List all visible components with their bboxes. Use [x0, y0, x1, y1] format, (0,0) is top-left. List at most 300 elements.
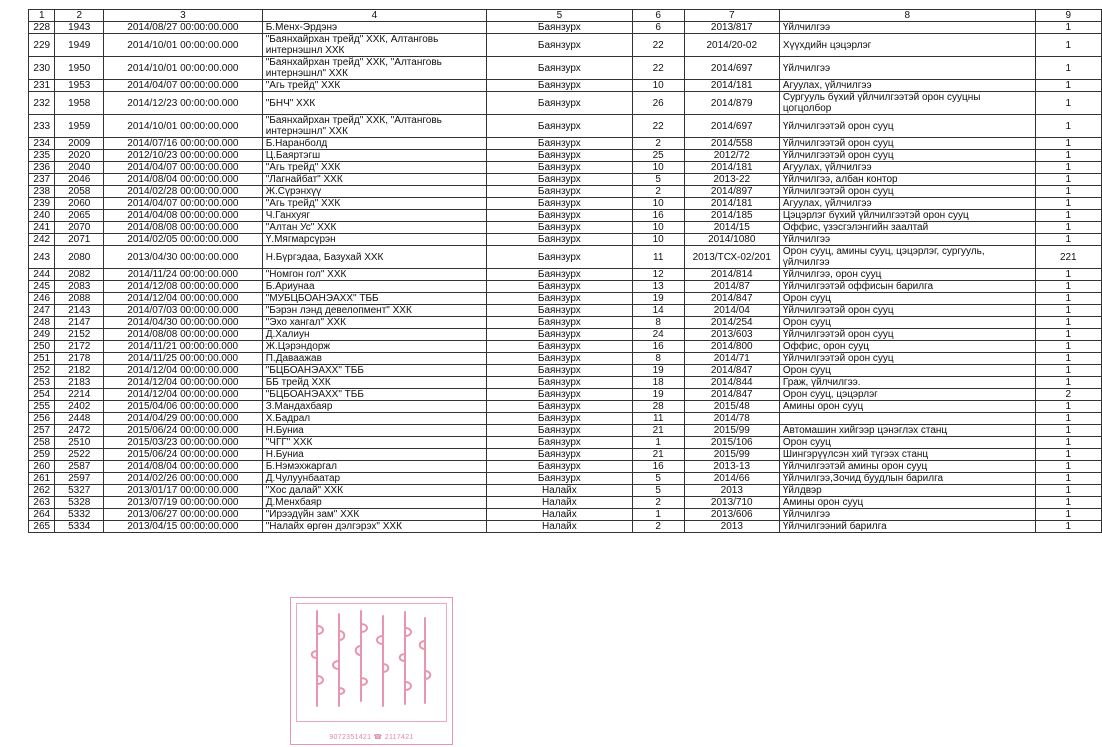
table-cell-col-8: Агуулах, үйлчилгээ: [779, 80, 1035, 92]
table-cell-col-3: 2014/10/01 00:00:00.000: [104, 34, 263, 57]
table-cell-col-6: 22: [632, 115, 684, 138]
table-row: [29, 425, 1102, 437]
table-cell-col-4: "Баянхайрхан трейд" ХХК, "Алтанговь интернэшнл" ХХК: [262, 57, 486, 80]
table-cell-col-6: 19: [632, 365, 684, 377]
table-cell-col-4: "Налайх өргөн дэлгэрэх" ХХК: [262, 521, 486, 533]
table-row: [29, 138, 1102, 150]
table-cell-col-1: 254: [29, 389, 55, 401]
column-header-8: 8: [779, 10, 1035, 22]
table-cell-col-5: Баянзурх: [486, 198, 632, 210]
table-cell-col-6: 26: [632, 92, 684, 115]
table-cell-col-3: 2014/04/30 00:00:00.000: [104, 317, 263, 329]
table-cell-col-4: Н.Бүргэдаа, Базухай ХХК: [262, 246, 486, 269]
table-cell-col-6: 12: [632, 269, 684, 281]
table-cell-col-5: Баянзурх: [486, 437, 632, 449]
table-cell-col-5: Баянзурх: [486, 293, 632, 305]
table-row: [29, 437, 1102, 449]
table-cell-col-3: 2014/08/08 00:00:00.000: [104, 222, 263, 234]
table-cell-col-1: 240: [29, 210, 55, 222]
table-cell-col-9: 1: [1035, 473, 1101, 485]
table-cell-col-3: 2013/06/27 00:00:00.000: [104, 509, 263, 521]
table-cell-col-7: 2013/817: [684, 22, 779, 34]
table-cell-col-1: 260: [29, 461, 55, 473]
table-cell-col-8: Автомашин хийгээр цэнэглэх станц: [779, 425, 1035, 437]
table-cell-col-3: 2014/12/04 00:00:00.000: [104, 389, 263, 401]
table-cell-col-4: Б.Наранболд: [262, 138, 486, 150]
table-row: [29, 22, 1102, 34]
table-cell-col-5: Налайх: [486, 509, 632, 521]
table-cell-col-9: 1: [1035, 92, 1101, 115]
table-cell-col-6: 11: [632, 413, 684, 425]
table-cell-col-5: Баянзурх: [486, 174, 632, 186]
table-cell-col-4: "ЧГГ" ХХК: [262, 437, 486, 449]
table-cell-col-5: Баянзурх: [486, 413, 632, 425]
table-cell-col-8: Орон сууц: [779, 317, 1035, 329]
table-cell-col-8: Агуулах, үйлчилгээ: [779, 198, 1035, 210]
table-cell-col-3: 2014/08/04 00:00:00.000: [104, 461, 263, 473]
table-cell-col-3: 2014/07/03 00:00:00.000: [104, 305, 263, 317]
table-row: [29, 92, 1102, 115]
table-cell-col-9: 1: [1035, 22, 1101, 34]
table-cell-col-1: 230: [29, 57, 55, 80]
table-cell-col-4: Ж.Цэрэндорж: [262, 341, 486, 353]
table-cell-col-5: Баянзурх: [486, 473, 632, 485]
table-cell-col-3: 2014/08/27 00:00:00.000: [104, 22, 263, 34]
table-cell-col-5: Баянзурх: [486, 425, 632, 437]
table-cell-col-1: 247: [29, 305, 55, 317]
table-cell-col-1: 234: [29, 138, 55, 150]
table-cell-col-7: 2013-22: [684, 174, 779, 186]
table-body: [29, 22, 1102, 533]
table-cell-col-3: 2014/02/26 00:00:00.000: [104, 473, 263, 485]
table-cell-col-3: 2014/02/28 00:00:00.000: [104, 186, 263, 198]
table-row: [29, 377, 1102, 389]
table-row: [29, 57, 1102, 80]
table-cell-col-8: Орон сууц: [779, 293, 1035, 305]
table-cell-col-3: 2014/12/08 00:00:00.000: [104, 281, 263, 293]
stamp-number: 9072351421 ☎ 2117421: [329, 734, 414, 741]
table-cell-col-7: 2014/185: [684, 210, 779, 222]
table-cell-col-7: 2014/181: [684, 80, 779, 92]
table-cell-col-9: 1: [1035, 138, 1101, 150]
table-cell-col-5: Баянзурх: [486, 222, 632, 234]
table-cell-col-9: 1: [1035, 293, 1101, 305]
table-row: [29, 473, 1102, 485]
column-header-6: 6: [632, 10, 684, 22]
table-cell-col-9: 1: [1035, 377, 1101, 389]
table-cell-col-5: Баянзурх: [486, 210, 632, 222]
table-cell-col-1: 251: [29, 353, 55, 365]
table-cell-col-5: Баянзурх: [486, 115, 632, 138]
table-cell-col-4: Б.Ариунаа: [262, 281, 486, 293]
table-cell-col-7: 2012/72: [684, 150, 779, 162]
table-cell-col-7: 2014/181: [684, 198, 779, 210]
table-cell-col-8: Үйлчилгээтэй орон сууц: [779, 353, 1035, 365]
table-cell-col-7: 2013/603: [684, 329, 779, 341]
table-cell-col-4: "Агь трейд" ХХК: [262, 80, 486, 92]
table-cell-col-7: 2013-13: [684, 461, 779, 473]
table-cell-col-3: 2014/10/01 00:00:00.000: [104, 57, 263, 80]
table-cell-col-4: "МУБЦБОАНЭАХХ" ТББ: [262, 293, 486, 305]
table-cell-col-1: 236: [29, 162, 55, 174]
table-cell-col-7: 2015/48: [684, 401, 779, 413]
table-cell-col-8: Цэцэрлэг бүхий үйлчилгээтэй орон сууц: [779, 210, 1035, 222]
table-cell-col-9: 1: [1035, 198, 1101, 210]
table-cell-col-2: 2522: [55, 449, 104, 461]
table-cell-col-2: 2058: [55, 186, 104, 198]
table-cell-col-6: 25: [632, 150, 684, 162]
table-cell-col-3: 2015/06/24 00:00:00.000: [104, 449, 263, 461]
column-header-4: 4: [262, 10, 486, 22]
table-cell-col-8: Үйлчилгээ: [779, 509, 1035, 521]
table-cell-col-6: 5: [632, 174, 684, 186]
table-cell-col-4: Ч.Ганхуяг: [262, 210, 486, 222]
table-cell-col-7: 2014/847: [684, 389, 779, 401]
header-row: [29, 10, 1102, 22]
registry-table-sheet: [28, 9, 1102, 533]
table-cell-col-6: 8: [632, 317, 684, 329]
table-row: [29, 34, 1102, 57]
table-cell-col-5: Налайх: [486, 485, 632, 497]
table-cell-col-1: 259: [29, 449, 55, 461]
table-cell-col-7: 2014/20-02: [684, 34, 779, 57]
table-cell-col-6: 10: [632, 222, 684, 234]
table-cell-col-9: 1: [1035, 353, 1101, 365]
table-cell-col-2: 2040: [55, 162, 104, 174]
table-cell-col-8: Агуулах, үйлчилгээ: [779, 162, 1035, 174]
table-cell-col-2: 2214: [55, 389, 104, 401]
table-cell-col-8: Үйлчилгээтэй орон сууц: [779, 305, 1035, 317]
table-cell-col-6: 8: [632, 353, 684, 365]
table-cell-col-7: 2014/66: [684, 473, 779, 485]
table-cell-col-9: 1: [1035, 57, 1101, 80]
table-cell-col-7: 2014/87: [684, 281, 779, 293]
table-cell-col-8: Орон сууц, амины сууц, цэцэрлэг, сургууль, үйлчилгээ: [779, 246, 1035, 269]
table-row: [29, 174, 1102, 186]
table-cell-col-3: 2014/02/05 00:00:00.000: [104, 234, 263, 246]
table-cell-col-3: 2015/04/06 00:00:00.000: [104, 401, 263, 413]
table-cell-col-4: "БНЧ" ХХК: [262, 92, 486, 115]
table-cell-col-5: Баянзурх: [486, 162, 632, 174]
table-cell-col-1: 253: [29, 377, 55, 389]
table-cell-col-6: 2: [632, 186, 684, 198]
table-cell-col-9: 221: [1035, 246, 1101, 269]
table-cell-col-1: 250: [29, 341, 55, 353]
table-cell-col-7: 2015/99: [684, 425, 779, 437]
table-cell-col-6: 10: [632, 162, 684, 174]
table-cell-col-3: 2014/11/21 00:00:00.000: [104, 341, 263, 353]
table-cell-col-6: 21: [632, 449, 684, 461]
table-cell-col-8: Үйлчилгээтэй орон сууц: [779, 115, 1035, 138]
table-cell-col-6: 11: [632, 246, 684, 269]
table-cell-col-3: 2014/12/04 00:00:00.000: [104, 293, 263, 305]
table-cell-col-4: "Бэрэн лэнд девелопмент" ХХК: [262, 305, 486, 317]
table-cell-col-4: "Баянхайрхан трейд" ХХК, Алтанговь интернэшнл ХХК: [262, 34, 486, 57]
table-cell-col-9: 1: [1035, 174, 1101, 186]
table-cell-col-2: 2147: [55, 317, 104, 329]
table-cell-col-6: 22: [632, 57, 684, 80]
table-cell-col-5: Баянзурх: [486, 365, 632, 377]
table-cell-col-6: 5: [632, 485, 684, 497]
table-cell-col-5: Баянзурх: [486, 281, 632, 293]
table-cell-col-7: 2014/847: [684, 293, 779, 305]
table-cell-col-8: Орон сууц: [779, 365, 1035, 377]
table-cell-col-3: 2012/10/23 00:00:00.000: [104, 150, 263, 162]
table-row: [29, 317, 1102, 329]
table-cell-col-4: "Лагнайбат" ХХК: [262, 174, 486, 186]
table-cell-col-2: 2402: [55, 401, 104, 413]
table-cell-col-9: 1: [1035, 305, 1101, 317]
table-cell-col-6: 2: [632, 521, 684, 533]
table-cell-col-8: Шингэрүүлсэн хий түгээх станц: [779, 449, 1035, 461]
table-cell-col-6: 5: [632, 473, 684, 485]
table-cell-col-3: 2014/12/04 00:00:00.000: [104, 377, 263, 389]
table-cell-col-6: 16: [632, 210, 684, 222]
table-row: [29, 115, 1102, 138]
table-cell-col-8: Үйлчилгээтэй орон сууц: [779, 138, 1035, 150]
table-cell-col-7: 2014/697: [684, 57, 779, 80]
table-cell-col-2: 1958: [55, 92, 104, 115]
table-cell-col-4: Д.Менхбаяр: [262, 497, 486, 509]
table-cell-col-5: Баянзурх: [486, 353, 632, 365]
table-cell-col-4: Б.Нэмэхжаргал: [262, 461, 486, 473]
table-cell-col-4: "Агь трейд" ХХК: [262, 162, 486, 174]
table-cell-col-9: 1: [1035, 509, 1101, 521]
table-cell-col-6: 21: [632, 425, 684, 437]
table-cell-col-5: Баянзурх: [486, 269, 632, 281]
column-header-7: 7: [684, 10, 779, 22]
table-cell-col-6: 16: [632, 341, 684, 353]
table-cell-col-1: 256: [29, 413, 55, 425]
table-cell-col-7: 2013/ТСХ-02/201: [684, 246, 779, 269]
table-cell-col-5: Баянзурх: [486, 138, 632, 150]
table-cell-col-8: Хүүхдийн цэцэрлэг: [779, 34, 1035, 57]
table-cell-col-9: 1: [1035, 269, 1101, 281]
table-cell-col-8: [779, 413, 1035, 425]
table-cell-col-1: 244: [29, 269, 55, 281]
table-cell-col-9: 1: [1035, 234, 1101, 246]
table-cell-col-2: 2143: [55, 305, 104, 317]
table-cell-col-3: 2014/11/24 00:00:00.000: [104, 269, 263, 281]
table-cell-col-5: Баянзурх: [486, 329, 632, 341]
table-cell-col-3: 2014/08/04 00:00:00.000: [104, 174, 263, 186]
table-cell-col-3: 2015/06/24 00:00:00.000: [104, 425, 263, 437]
table-cell-col-9: 1: [1035, 210, 1101, 222]
table-row: [29, 497, 1102, 509]
table-cell-col-6: 22: [632, 34, 684, 57]
table-cell-col-8: Амины орон сууц: [779, 497, 1035, 509]
table-cell-col-9: 1: [1035, 425, 1101, 437]
table-row: [29, 449, 1102, 461]
table-cell-col-6: 19: [632, 389, 684, 401]
table-cell-col-2: 1949: [55, 34, 104, 57]
column-header-2: 2: [55, 10, 104, 22]
table-row: [29, 485, 1102, 497]
table-cell-col-4: "Номгон гол" ХХК: [262, 269, 486, 281]
table-row: [29, 210, 1102, 222]
table-cell-col-8: Үйлчилгээ: [779, 57, 1035, 80]
table-cell-col-8: Үйлчилгээ, орон сууц: [779, 269, 1035, 281]
table-cell-col-7: 2015/106: [684, 437, 779, 449]
table-cell-col-5: Налайх: [486, 521, 632, 533]
table-cell-col-2: 1953: [55, 80, 104, 92]
table-cell-col-7: 2014/800: [684, 341, 779, 353]
table-row: [29, 353, 1102, 365]
table-row: [29, 80, 1102, 92]
table-row: [29, 521, 1102, 533]
table-row: [29, 198, 1102, 210]
table-cell-col-9: 2: [1035, 389, 1101, 401]
table-cell-col-9: 1: [1035, 162, 1101, 174]
table-cell-col-1: 265: [29, 521, 55, 533]
table-cell-col-3: 2014/12/23 00:00:00.000: [104, 92, 263, 115]
table-cell-col-3: 2014/08/08 00:00:00.000: [104, 329, 263, 341]
table-cell-col-9: 1: [1035, 281, 1101, 293]
table-cell-col-3: 2013/04/15 00:00:00.000: [104, 521, 263, 533]
table-cell-col-4: Д.Халиун: [262, 329, 486, 341]
table-cell-col-9: 1: [1035, 150, 1101, 162]
table-cell-col-6: 14: [632, 305, 684, 317]
table-cell-col-7: 2014/71: [684, 353, 779, 365]
table-cell-col-7: 2013: [684, 521, 779, 533]
table-cell-col-6: 13: [632, 281, 684, 293]
table-cell-col-8: Үйлчилгээтэй оффисын барилга: [779, 281, 1035, 293]
table-cell-col-5: Баянзурх: [486, 57, 632, 80]
table-cell-col-4: "БЦБОАНЭАХХ" ТББ: [262, 365, 486, 377]
table-cell-col-3: 2014/04/29 00:00:00.000: [104, 413, 263, 425]
table-cell-col-2: 2060: [55, 198, 104, 210]
table-cell-col-9: 1: [1035, 365, 1101, 377]
table-cell-col-7: 2014/78: [684, 413, 779, 425]
table-cell-col-5: Баянзурх: [486, 377, 632, 389]
table-cell-col-8: Орон сууц: [779, 437, 1035, 449]
table-cell-col-3: 2013/01/17 00:00:00.000: [104, 485, 263, 497]
table-cell-col-4: Ү.Мягмарсүрэн: [262, 234, 486, 246]
table-cell-col-6: 16: [632, 461, 684, 473]
table-cell-col-3: 2014/04/07 00:00:00.000: [104, 198, 263, 210]
table-row: [29, 401, 1102, 413]
table-row: [29, 293, 1102, 305]
table-cell-col-7: 2013/710: [684, 497, 779, 509]
table-cell-col-7: 2014/1080: [684, 234, 779, 246]
table-cell-col-9: 1: [1035, 449, 1101, 461]
table-cell-col-4: Н.Буниа: [262, 449, 486, 461]
table-cell-col-2: 5327: [55, 485, 104, 497]
table-cell-col-2: 2587: [55, 461, 104, 473]
table-cell-col-5: Баянзурх: [486, 317, 632, 329]
table-cell-col-8: Сургууль бүхий үйлчилгээтэй орон сууцны цогцолбор: [779, 92, 1035, 115]
table-cell-col-4: Х.Бадрал: [262, 413, 486, 425]
table-cell-col-5: Баянзурх: [486, 305, 632, 317]
table-cell-col-2: 2152: [55, 329, 104, 341]
table-cell-col-4: З.Мандахбаяр: [262, 401, 486, 413]
table-cell-col-1: 228: [29, 22, 55, 34]
table-cell-col-4: ББ трейд ХХК: [262, 377, 486, 389]
table-row: [29, 341, 1102, 353]
table-cell-col-2: 2448: [55, 413, 104, 425]
table-cell-col-6: 19: [632, 293, 684, 305]
table-row: [29, 509, 1102, 521]
table-cell-col-5: Баянзурх: [486, 389, 632, 401]
table-cell-col-2: 1950: [55, 57, 104, 80]
table-cell-col-4: "Эхо хангал" ХХК: [262, 317, 486, 329]
table-cell-col-6: 2: [632, 497, 684, 509]
table-cell-col-5: Баянзурх: [486, 449, 632, 461]
table-cell-col-2: 2183: [55, 377, 104, 389]
table-cell-col-2: 2472: [55, 425, 104, 437]
table-cell-col-3: 2013/04/30 00:00:00.000: [104, 246, 263, 269]
table-cell-col-7: 2014/697: [684, 115, 779, 138]
table-cell-col-1: 258: [29, 437, 55, 449]
table-cell-col-6: 10: [632, 198, 684, 210]
table-cell-col-2: 2080: [55, 246, 104, 269]
table-cell-col-1: 252: [29, 365, 55, 377]
table-cell-col-6: 10: [632, 234, 684, 246]
column-header-1: 1: [29, 10, 55, 22]
table-cell-col-4: Д.Чулуунбаатар: [262, 473, 486, 485]
table-cell-col-4: "Алтан Ус" ХХК: [262, 222, 486, 234]
table-cell-col-2: 1959: [55, 115, 104, 138]
table-row: [29, 389, 1102, 401]
table-cell-col-7: 2014/844: [684, 377, 779, 389]
table-cell-col-9: 1: [1035, 80, 1101, 92]
table-cell-col-8: Үйлчилгээ, албан контор: [779, 174, 1035, 186]
table-cell-col-2: 5328: [55, 497, 104, 509]
table-cell-col-2: 2172: [55, 341, 104, 353]
table-cell-col-5: Баянзурх: [486, 22, 632, 34]
table-cell-col-2: 2020: [55, 150, 104, 162]
table-cell-col-9: 1: [1035, 521, 1101, 533]
table-row: [29, 281, 1102, 293]
table-row: [29, 413, 1102, 425]
table-cell-col-4: Ж.Сүрэнхүү: [262, 186, 486, 198]
table-cell-col-7: 2014/847: [684, 365, 779, 377]
table-cell-col-2: 2182: [55, 365, 104, 377]
table-cell-col-9: 1: [1035, 437, 1101, 449]
table-cell-col-8: Үйлчилгээний барилга: [779, 521, 1035, 533]
table-cell-col-3: 2014/04/07 00:00:00.000: [104, 80, 263, 92]
table-cell-col-2: 5334: [55, 521, 104, 533]
table-cell-col-5: Баянзурх: [486, 150, 632, 162]
table-cell-col-9: 1: [1035, 497, 1101, 509]
table-cell-col-3: 2014/04/08 00:00:00.000: [104, 210, 263, 222]
table-cell-col-6: 6: [632, 22, 684, 34]
column-header-3: 3: [104, 10, 263, 22]
table-cell-col-7: 2014/181: [684, 162, 779, 174]
table-cell-col-6: 28: [632, 401, 684, 413]
table-cell-col-1: 237: [29, 174, 55, 186]
table-cell-col-4: "Агь трейд" ХХК: [262, 198, 486, 210]
table-cell-col-8: Үйлчилгээ: [779, 22, 1035, 34]
table-cell-col-1: 231: [29, 80, 55, 92]
table-cell-col-8: Оффис, орон сууц: [779, 341, 1035, 353]
table-cell-col-5: Баянзурх: [486, 401, 632, 413]
table-cell-col-2: 2083: [55, 281, 104, 293]
table-cell-col-2: 2082: [55, 269, 104, 281]
table-cell-col-5: Баянзурх: [486, 341, 632, 353]
table-cell-col-1: 243: [29, 246, 55, 269]
table-row: [29, 365, 1102, 377]
table-cell-col-4: "Ирээдүйн зам" ХХК: [262, 509, 486, 521]
column-header-5: 5: [486, 10, 632, 22]
table-cell-col-2: 2178: [55, 353, 104, 365]
table-cell-col-2: 1943: [55, 22, 104, 34]
table-cell-col-5: Баянзурх: [486, 92, 632, 115]
table-cell-col-1: 239: [29, 198, 55, 210]
table-cell-col-9: 1: [1035, 34, 1101, 57]
table-cell-col-5: Баянзурх: [486, 34, 632, 57]
table-cell-col-1: 242: [29, 234, 55, 246]
